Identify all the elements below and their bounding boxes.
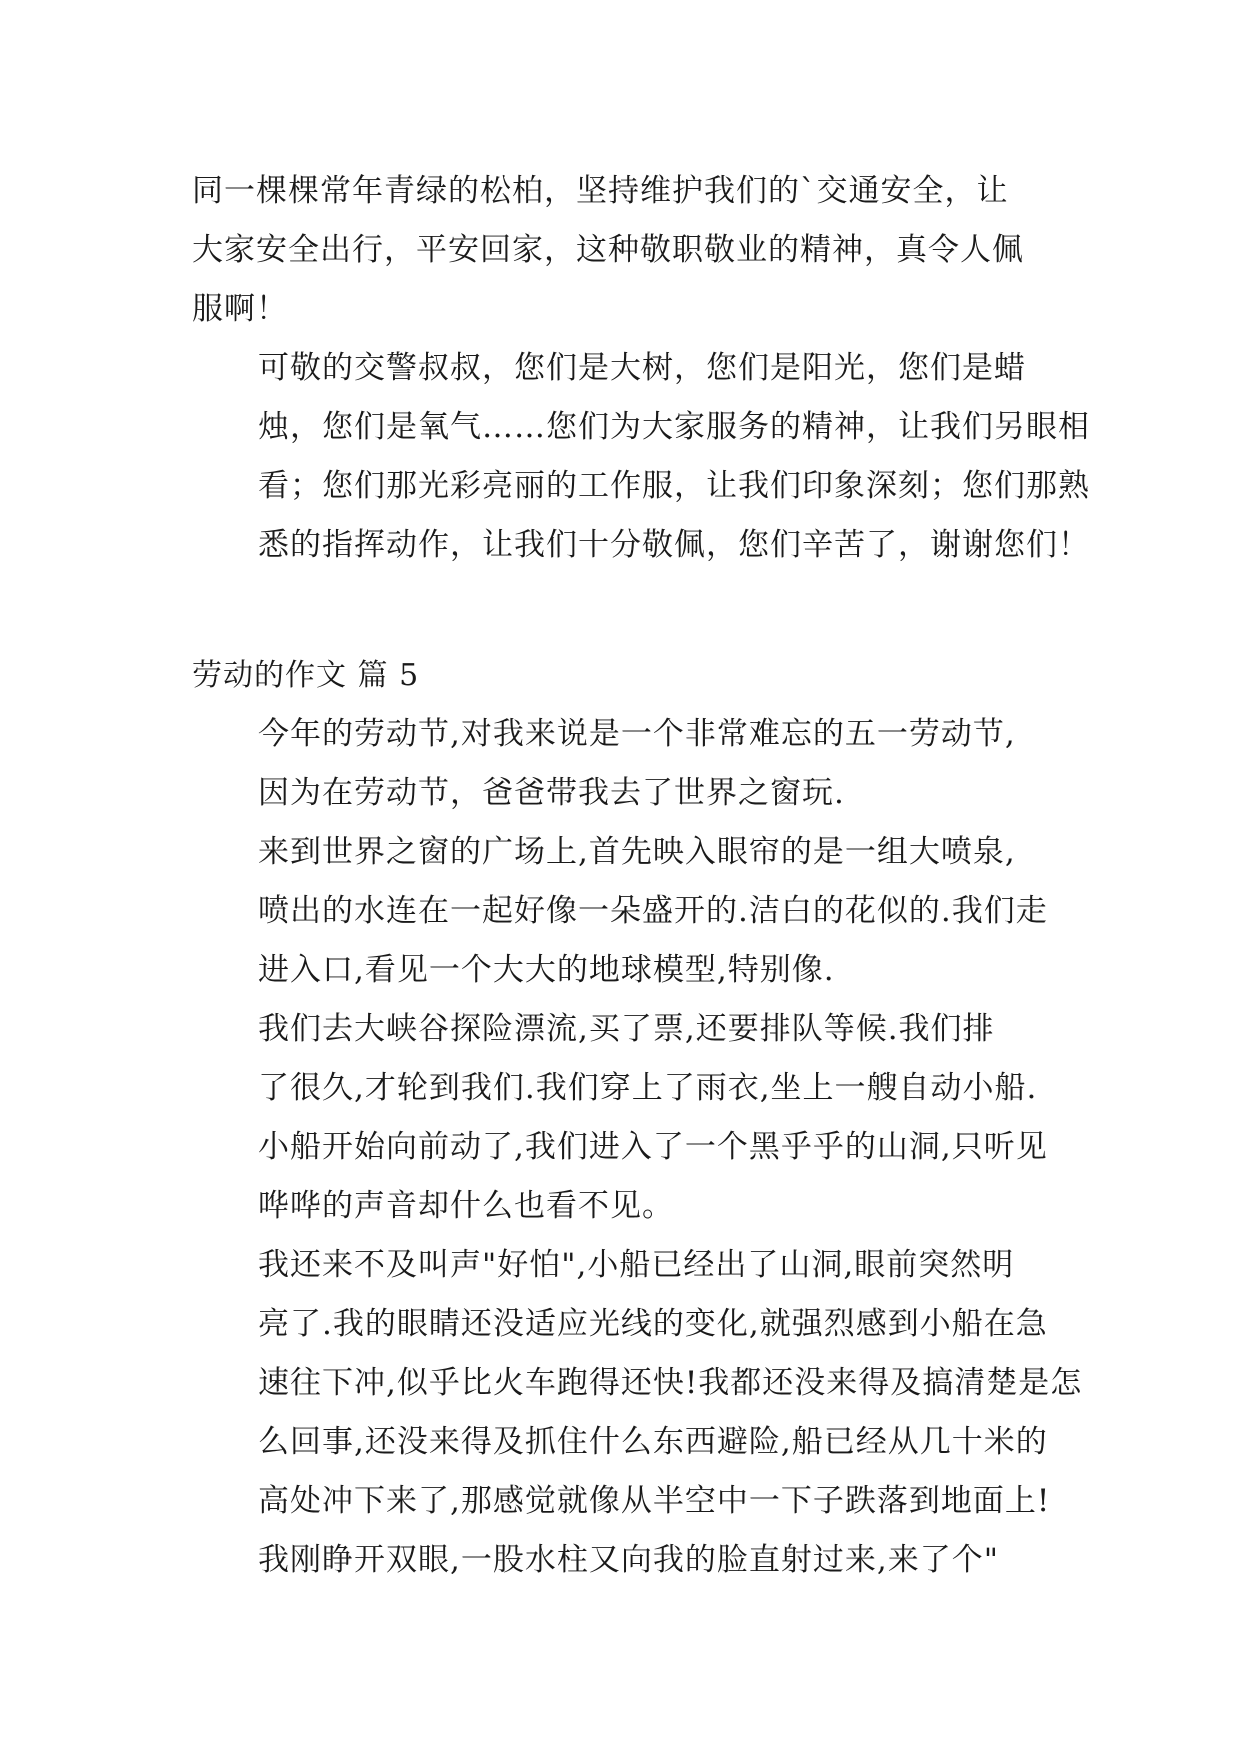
text-line: 服啊！ <box>192 291 288 327</box>
text-line: 可敬的交警叔叔，您们是大树，您们是阳光，您们是蜡 <box>258 350 1026 386</box>
text-line: 今年的劳动节,对我来说是一个非常难忘的五一劳动节, <box>258 716 1016 752</box>
essay-section-5 <box>192 646 1083 1590</box>
text-line: 大家安全出行，平安回家，这种敬职敬业的精神，真令人佩 <box>192 232 1024 268</box>
paragraph-labor-day <box>192 705 1062 823</box>
text-line: 高处冲下来了,那感觉就像从半空中一下子跌落到地面上! <box>258 1483 1051 1519</box>
text-line: 小船开始向前动了,我们进入了一个黑乎乎的山洞,只听见 <box>258 1129 1048 1165</box>
text-line: 悉的指挥动作，让我们十分敬佩，您们辛苦了，谢谢您们！ <box>258 527 1090 563</box>
previous-essay-continuation <box>192 162 1090 575</box>
text-line: 喷出的水连在一起好像一朵盛开的.洁白的花似的.我们走 <box>258 893 1048 929</box>
text-line: 我刚睁开双眼,一股水柱又向我的脸直射过来,来了个" <box>258 1542 999 1578</box>
text-line: 烛，您们是氧气……您们为大家服务的精神，让我们另眼相 <box>258 409 1090 445</box>
text-line: 亮了.我的眼睛还没适应光线的变化,就强烈感到小船在急 <box>258 1306 1048 1342</box>
paragraph-water-column <box>192 1531 1062 1590</box>
text-line: 么回事,还没来得及抓住什么东西避险,船已经从几十米的 <box>258 1424 1048 1460</box>
paragraph-pines <box>192 162 1062 339</box>
paragraph-traffic-police <box>192 339 1090 575</box>
paragraph-canyon-rafting <box>192 1000 1062 1236</box>
text-line: 速往下冲,似乎比火车跑得还快!我都还没来得及搞清楚是怎 <box>258 1365 1083 1401</box>
document-page <box>192 162 1090 1590</box>
text-line: 我还来不及叫声"好怕",小船已经出了山洞,眼前突然明 <box>258 1247 1015 1283</box>
text-line: 我们去大峡谷探险漂流,买了票,还要排队等候.我们排 <box>258 1011 995 1047</box>
paragraph-drop <box>192 1236 1083 1531</box>
section-title: 劳动的作文 篇 5 <box>192 658 420 693</box>
text-line: 进入口,看见一个大大的地球模型,特别像. <box>258 952 835 988</box>
text-line: 了很久,才轮到我们.我们穿上了雨衣,坐上一艘自动小船. <box>258 1070 1038 1106</box>
paragraph-fountain <box>192 823 1062 1000</box>
text-line: 因为在劳动节，爸爸带我去了世界之窗玩. <box>258 775 845 811</box>
text-line: 哗哗的声音却什么也看不见。 <box>258 1188 674 1224</box>
text-line: 同一棵棵常年青绿的松柏，坚持维护我们的`交通安全，让 <box>192 173 1009 209</box>
text-line: 来到世界之窗的广场上,首先映入眼帘的是一组大喷泉, <box>258 834 1016 870</box>
text-line: 看；您们那光彩亮丽的工作服，让我们印象深刻；您们那熟 <box>258 468 1090 504</box>
